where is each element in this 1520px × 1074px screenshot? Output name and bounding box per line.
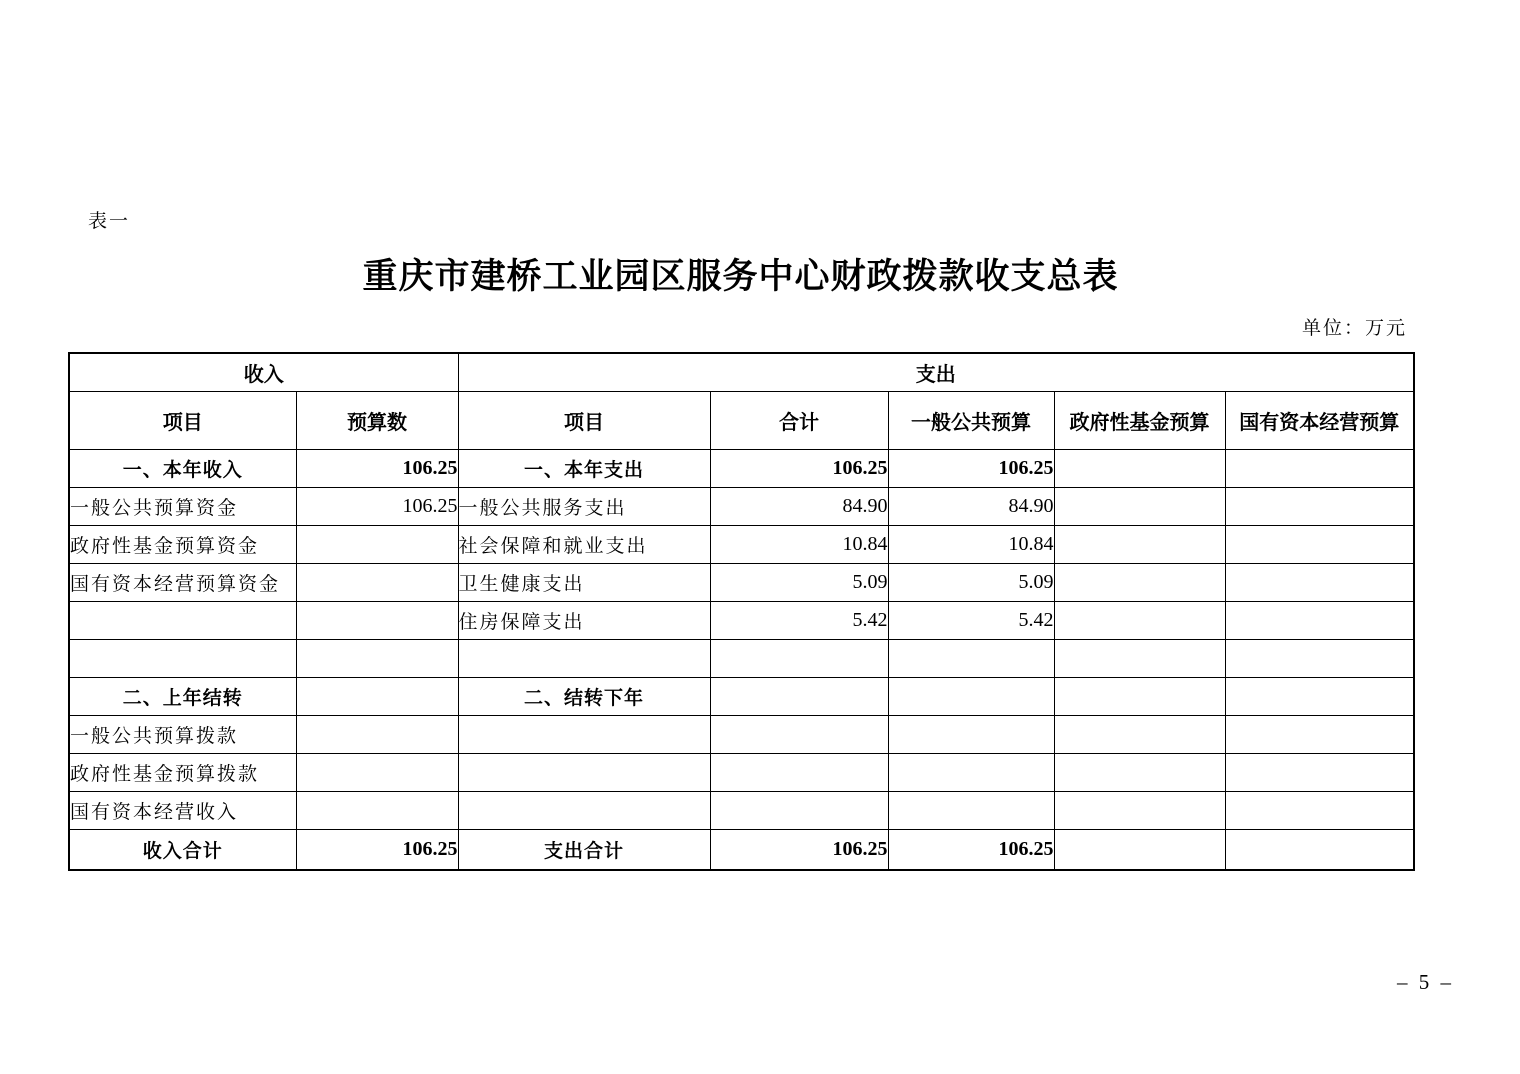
income-budget-cell	[296, 601, 458, 639]
expense-item-cell	[458, 791, 710, 829]
state-capital-budget-cell	[1225, 715, 1414, 753]
expense-total-cell	[710, 715, 888, 753]
state-capital-budget-cell	[1225, 449, 1414, 487]
general-public-budget-cell: 10.84	[888, 525, 1054, 563]
income-item-cell: 一、本年收入	[69, 449, 296, 487]
income-budget-cell: 106.25	[296, 829, 458, 870]
state-capital-budget-cell	[1225, 753, 1414, 791]
state-capital-budget-cell	[1225, 525, 1414, 563]
general-public-budget-cell	[888, 639, 1054, 677]
budget-summary-table	[68, 352, 1415, 871]
table-row	[69, 525, 1414, 563]
income-item-cell: 二、上年结转	[69, 677, 296, 715]
gov-fund-budget-cell	[1054, 677, 1225, 715]
expense-total-cell: 5.09	[710, 563, 888, 601]
income-budget-cell: 106.25	[296, 487, 458, 525]
income-budget-cell	[296, 563, 458, 601]
general-public-budget-cell: 106.25	[888, 449, 1054, 487]
income-item-cell: 政府性基金预算资金	[69, 525, 296, 563]
expense-total-cell: 106.25	[710, 449, 888, 487]
expense-item-cell: 支出合计	[458, 829, 710, 870]
general-public-budget-cell: 84.90	[888, 487, 1054, 525]
expense-group-header: 支出	[458, 353, 1414, 391]
income-group-header: 收入	[69, 353, 458, 391]
expense-item-cell	[458, 715, 710, 753]
income-item-cell: 一般公共预算资金	[69, 487, 296, 525]
column-header-row	[69, 391, 1414, 449]
table-row	[69, 715, 1414, 753]
expense-total-cell: 84.90	[710, 487, 888, 525]
income-budget-cell	[296, 677, 458, 715]
gov-fund-budget-cell	[1054, 715, 1225, 753]
col-header-general-public-budget: 一般公共预算	[888, 391, 1054, 449]
group-header-row	[69, 353, 1414, 391]
general-public-budget-cell: 5.42	[888, 601, 1054, 639]
gov-fund-budget-cell	[1054, 487, 1225, 525]
col-header-income-budget: 预算数	[296, 391, 458, 449]
expense-total-cell	[710, 639, 888, 677]
gov-fund-budget-cell	[1054, 829, 1225, 870]
expense-item-cell: 二、结转下年	[458, 677, 710, 715]
expense-item-cell	[458, 753, 710, 791]
table-row	[69, 449, 1414, 487]
income-item-cell: 一般公共预算拨款	[69, 715, 296, 753]
table-row	[69, 601, 1414, 639]
income-budget-cell	[296, 525, 458, 563]
expense-item-cell	[458, 639, 710, 677]
state-capital-budget-cell	[1225, 487, 1414, 525]
gov-fund-budget-cell	[1054, 639, 1225, 677]
state-capital-budget-cell	[1225, 601, 1414, 639]
income-item-cell: 国有资本经营收入	[69, 791, 296, 829]
income-item-cell: 政府性基金预算拨款	[69, 753, 296, 791]
table-row	[69, 753, 1414, 791]
expense-item-cell: 卫生健康支出	[458, 563, 710, 601]
expense-total-cell	[710, 753, 888, 791]
general-public-budget-cell	[888, 753, 1054, 791]
gov-fund-budget-cell	[1054, 601, 1225, 639]
income-budget-cell	[296, 753, 458, 791]
expense-total-cell	[710, 677, 888, 715]
unit-note: 单位：万元	[1301, 318, 1407, 339]
expense-item-cell: 一、本年支出	[458, 449, 710, 487]
expense-total-cell: 5.42	[710, 601, 888, 639]
col-header-expense-total: 合计	[710, 391, 888, 449]
income-item-cell: 国有资本经营预算资金	[69, 563, 296, 601]
gov-fund-budget-cell	[1054, 449, 1225, 487]
expense-total-cell: 10.84	[710, 525, 888, 563]
expense-item-cell: 社会保障和就业支出	[458, 525, 710, 563]
general-public-budget-cell	[888, 677, 1054, 715]
table-row	[69, 563, 1414, 601]
state-capital-budget-cell	[1225, 791, 1414, 829]
document-title: 重庆市建桥工业园区服务中心财政拨款收支总表	[362, 257, 1119, 296]
table-label: 表一	[88, 211, 131, 232]
table-row	[69, 677, 1414, 715]
table-row	[69, 791, 1414, 829]
col-header-gov-fund-budget: 政府性基金预算	[1054, 391, 1225, 449]
col-header-income-item: 项目	[69, 391, 296, 449]
general-public-budget-cell	[888, 791, 1054, 829]
col-header-state-capital-budget: 国有资本经营预算	[1225, 391, 1414, 449]
income-budget-cell	[296, 639, 458, 677]
income-budget-cell	[296, 791, 458, 829]
gov-fund-budget-cell	[1054, 525, 1225, 563]
state-capital-budget-cell	[1225, 639, 1414, 677]
income-budget-cell: 106.25	[296, 449, 458, 487]
col-header-expense-item: 项目	[458, 391, 710, 449]
gov-fund-budget-cell	[1054, 791, 1225, 829]
expense-total-cell: 106.25	[710, 829, 888, 870]
state-capital-budget-cell	[1225, 563, 1414, 601]
general-public-budget-cell: 5.09	[888, 563, 1054, 601]
income-budget-cell	[296, 715, 458, 753]
gov-fund-budget-cell	[1054, 563, 1225, 601]
income-item-cell	[69, 601, 296, 639]
income-item-cell	[69, 639, 296, 677]
state-capital-budget-cell	[1225, 829, 1414, 870]
table-row	[69, 829, 1414, 870]
expense-total-cell	[710, 791, 888, 829]
gov-fund-budget-cell	[1054, 753, 1225, 791]
expense-item-cell: 住房保障支出	[458, 601, 710, 639]
table-row	[69, 487, 1414, 525]
income-item-cell: 收入合计	[69, 829, 296, 870]
state-capital-budget-cell	[1225, 677, 1414, 715]
expense-item-cell: 一般公共服务支出	[458, 487, 710, 525]
table-row	[69, 639, 1414, 677]
page-number: – 5 –	[1397, 970, 1454, 994]
general-public-budget-cell: 106.25	[888, 829, 1054, 870]
general-public-budget-cell	[888, 715, 1054, 753]
